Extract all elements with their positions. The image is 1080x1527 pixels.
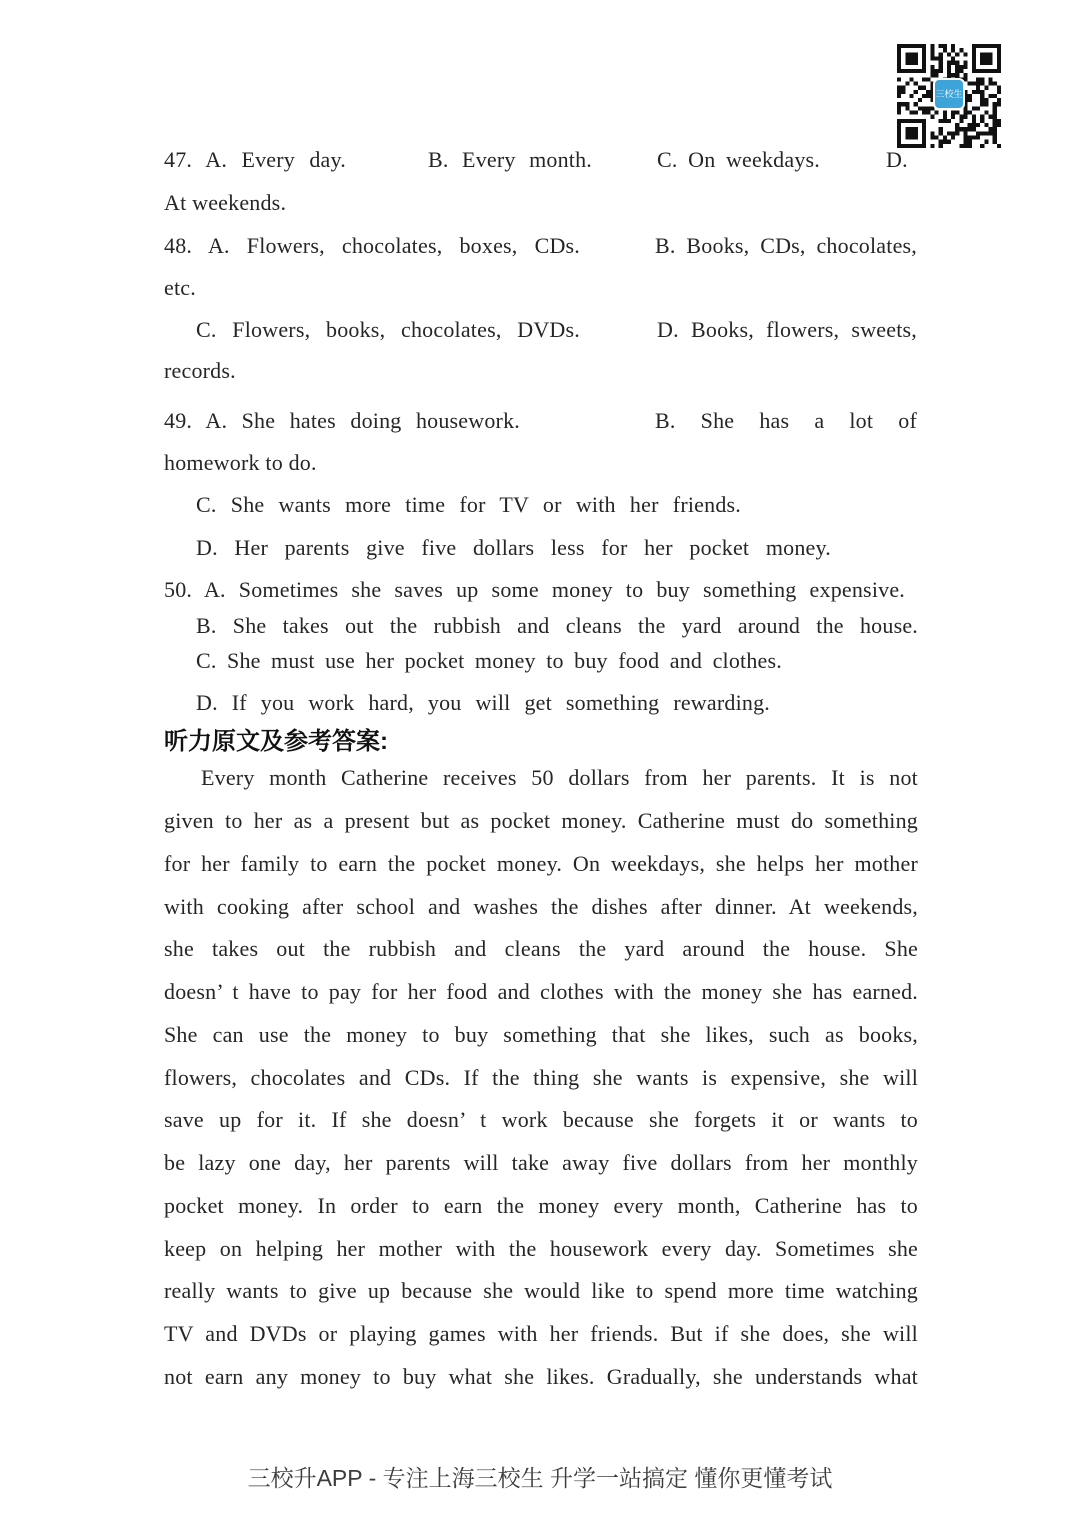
q49-option-d: D. Her parents give five dollars less for her pocket money. xyxy=(196,535,831,560)
q47-option-d-continuation: At weekends. xyxy=(164,190,287,215)
q49-option-b-continuation: homework to do. xyxy=(164,450,317,475)
transcript-line: Every month Catherine receives 50 dollars from her parents. It is not xyxy=(201,765,918,790)
q47-option-a: 47. A. Every day. xyxy=(164,147,346,172)
q48-option-d-continuation: records. xyxy=(164,358,236,383)
transcript-line: pocket money. In order to earn the money every month, Catherine has to xyxy=(164,1193,918,1218)
transcript-line: save up for it. If she doesn’ t work because she forgets it or wants to xyxy=(164,1107,918,1132)
transcript-line: flowers, chocolates and CDs. If the thing she wants is expensive, she will xyxy=(164,1065,918,1090)
q49-option-a: 49. A. She hates doing housework. xyxy=(164,408,520,433)
q49-option-b: B. She has a lot of xyxy=(655,408,917,433)
q47-option-b: B. Every month. xyxy=(428,147,592,172)
listening-transcript-heading: 听力原文及参考答案: xyxy=(164,728,388,755)
q48-option-b-continuation: etc. xyxy=(164,275,196,300)
transcript-line: for her family to earn the pocket money. On weekdays, she helps her mother xyxy=(164,851,918,876)
q48-option-b: B. Books, CDs, chocolates, xyxy=(655,233,917,258)
q48-option-a: 48. A. Flowers, chocolates, boxes, CDs. xyxy=(164,233,580,258)
transcript-line: doesn’ t have to pay for her food and clothes with the money she has earned. xyxy=(164,979,918,1004)
transcript-line: keep on helping her mother with the housework every day. Sometimes she xyxy=(164,1236,918,1261)
footer-slogan: 三校升APP - 专注上海三校生 升学一站搞定 懂你更懂考试 xyxy=(247,1465,833,1491)
transcript-line: with cooking after school and washes the dishes after dinner. At weekends, xyxy=(164,894,918,919)
q50-option-b: B. She takes out the rubbish and cleans the yard around the house. xyxy=(196,613,918,638)
q47-option-c: C. On weekdays. xyxy=(657,147,820,172)
transcript-line: really wants to give up because she would like to spend more time watching xyxy=(164,1278,918,1303)
q49-option-c: C. She wants more time for TV or with her friends. xyxy=(196,492,741,517)
q50-option-d: D. If you work hard, you will get something rewarding. xyxy=(196,690,770,715)
transcript-line: given to her as a present but as pocket money. Catherine must do something xyxy=(164,808,918,833)
transcript-line: She can use the money to buy something that she likes, such as books, xyxy=(164,1022,918,1047)
transcript-line: be lazy one day, her parents will take away five dollars from her monthly xyxy=(164,1150,918,1175)
q47-option-d-label: D. xyxy=(886,147,908,172)
q50-option-a: 50. A. Sometimes she saves up some money to buy something expensive. xyxy=(164,577,905,602)
qr-code xyxy=(897,44,1001,148)
transcript-line: not earn any money to buy what she likes. Gradually, she understands what xyxy=(164,1364,918,1389)
q50-option-c: C. She must use her pocket money to buy food and clothes. xyxy=(196,648,782,673)
qr-logo: 三校生 xyxy=(933,78,965,110)
q48-option-d: D. Books, flowers, sweets, xyxy=(657,317,917,342)
q48-option-c: C. Flowers, books, chocolates, DVDs. xyxy=(196,317,580,342)
transcript-line: TV and DVDs or playing games with her friends. But if she does, she will xyxy=(164,1321,918,1346)
transcript-line: she takes out the rubbish and cleans the yard around the house. She xyxy=(164,936,918,961)
